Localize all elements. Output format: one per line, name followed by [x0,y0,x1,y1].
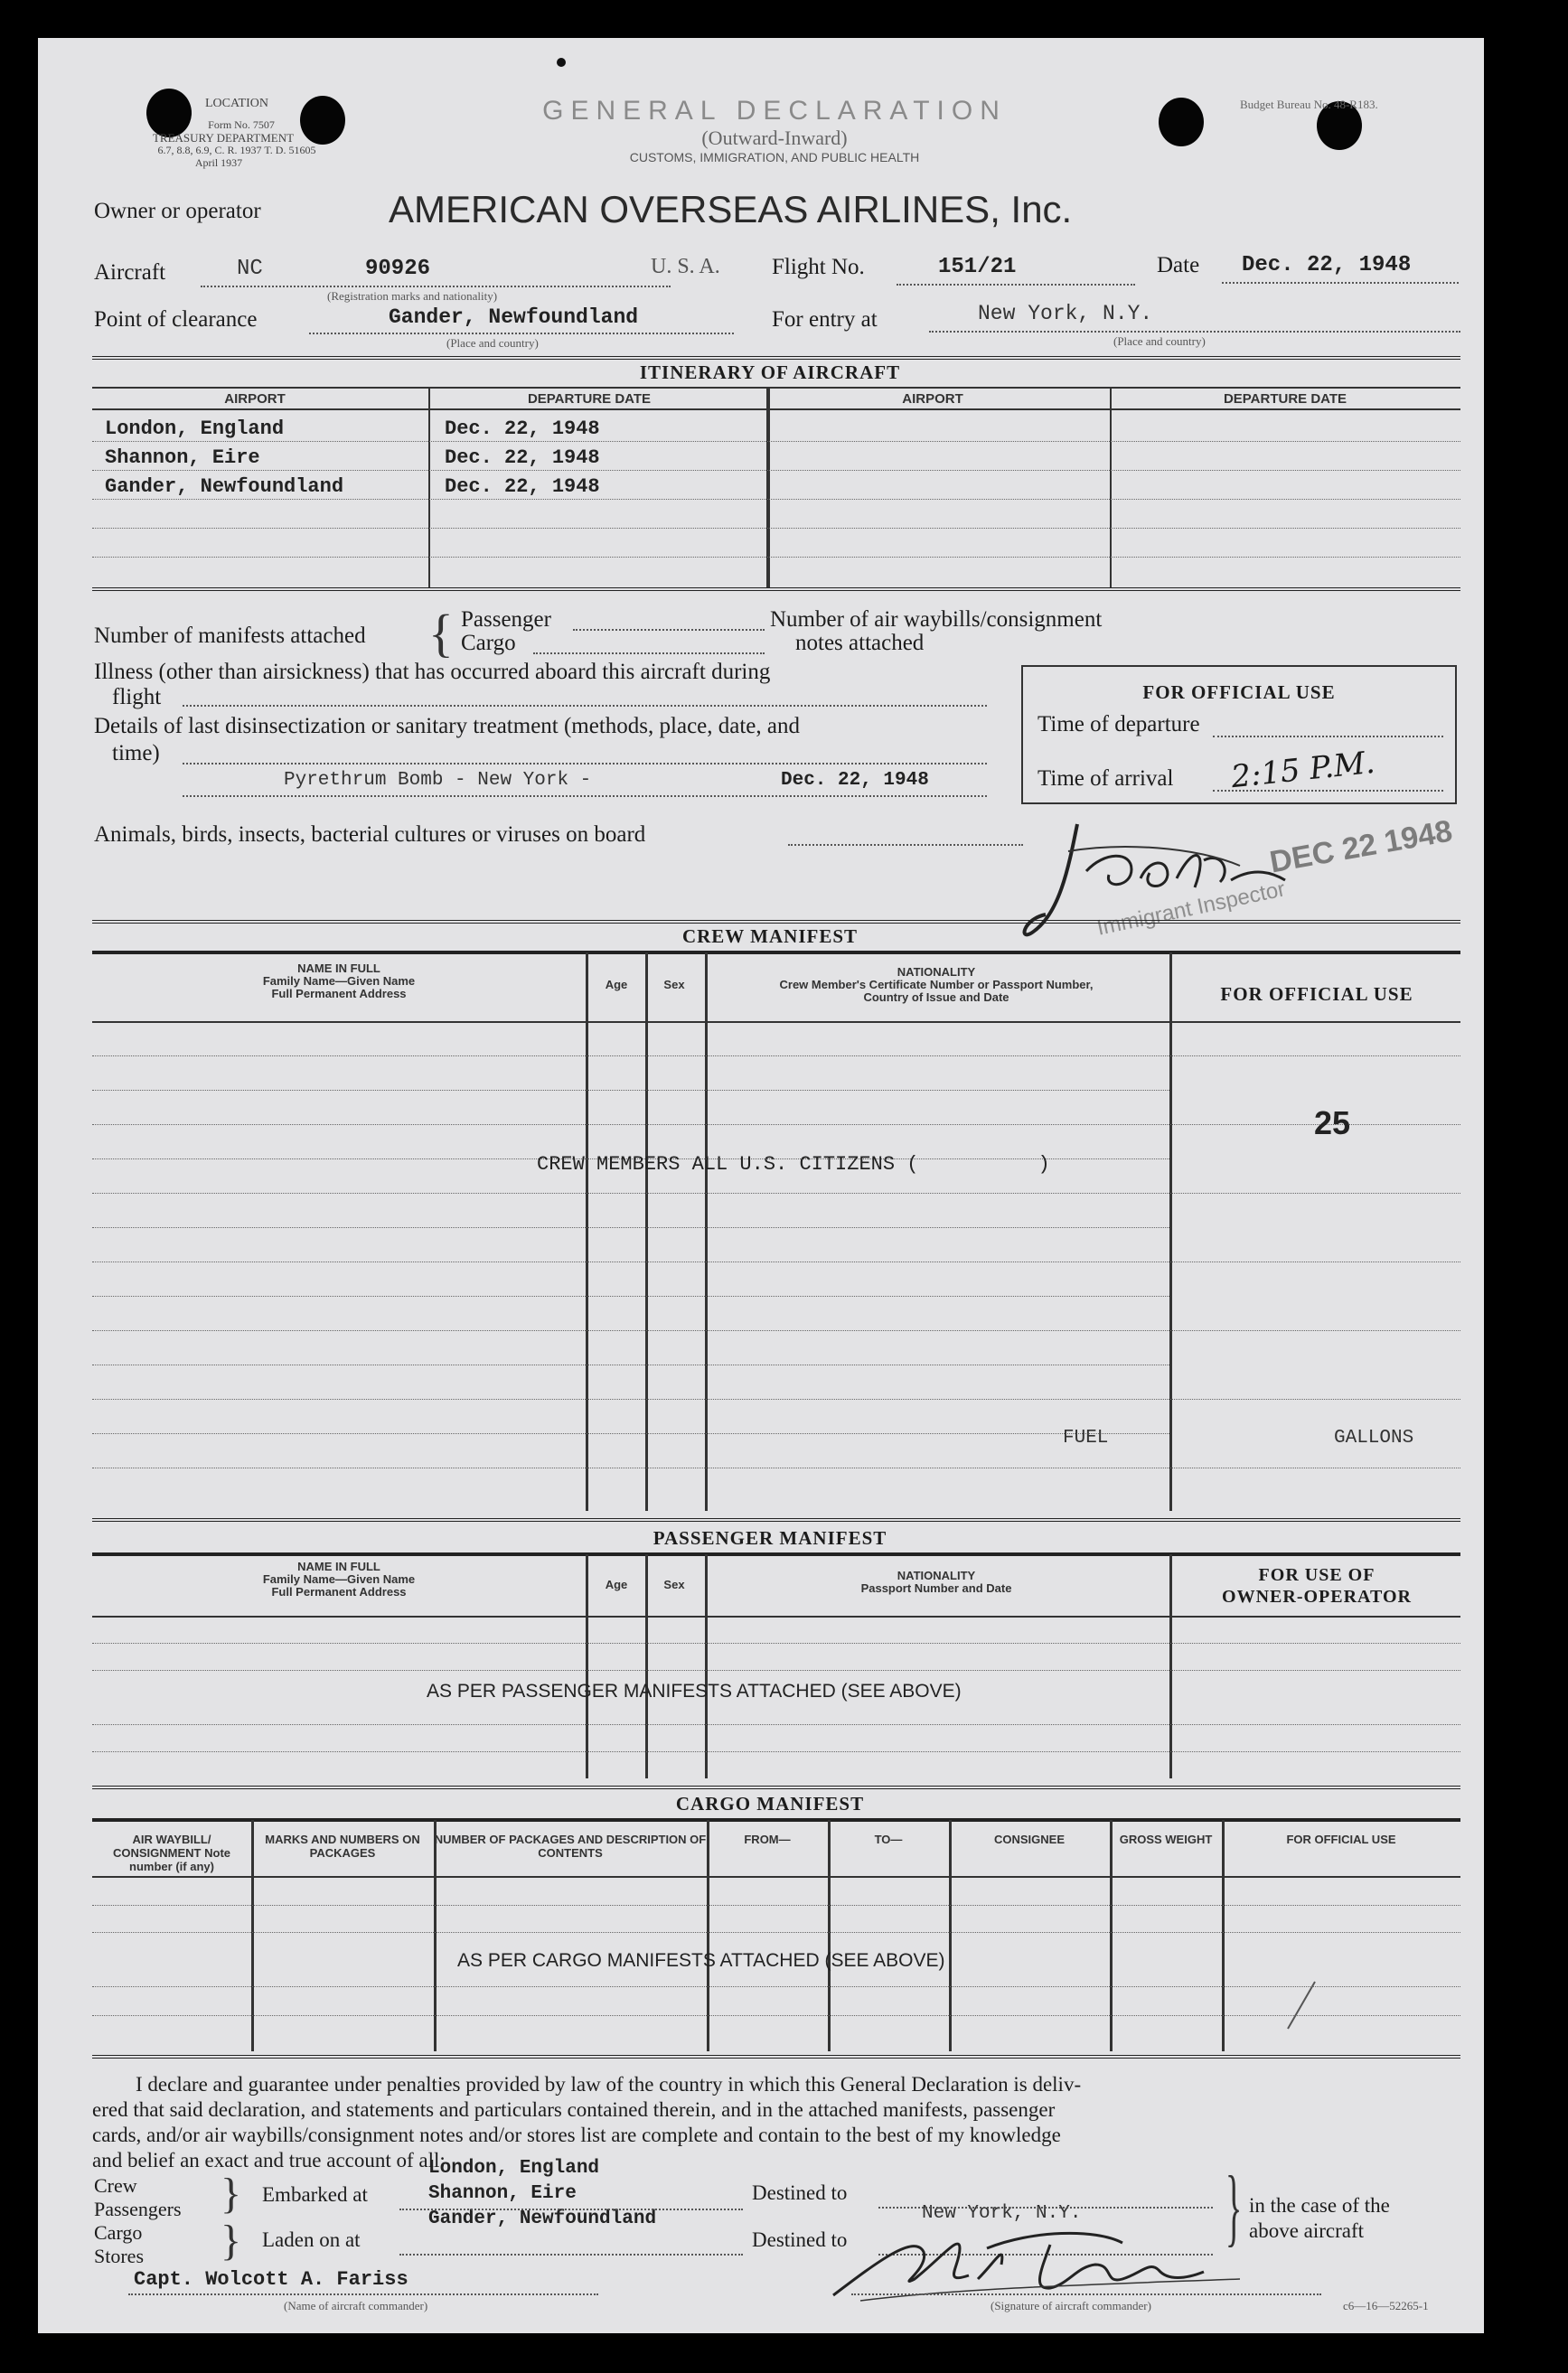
aircraft-caption: (Registration marks and nationality) [327,289,498,303]
commander-line [128,2293,598,2295]
passenger-row-line [92,1670,1460,1671]
cargo-vdiv [707,1820,709,2051]
passenger-note: AS PER PASSENGER MANIFESTS ATTACHED (SEE ABOVE) [427,1681,962,1702]
passenger-vdiv [586,1554,588,1778]
passenger-header-rule [92,1552,1460,1556]
crew-header-name-3: Full Permanent Address [271,987,407,1000]
punch-hole [1159,98,1204,146]
inspector-signature [1014,815,1303,951]
passenger-row-line [92,1643,1460,1644]
date-value: Dec. 22, 1948 [1242,253,1412,277]
date-label: Date [1157,253,1200,277]
commander-name: Capt. Wolcott A. Fariss [134,2268,408,2291]
itinerary-header-date: DEPARTURE DATE [527,391,652,407]
declaration-stores: Stores [94,2245,144,2267]
itinerary-header-rule [92,387,1460,389]
crew-vdiv [705,952,708,1511]
crew-header-nationality-3: Country of Issue and Date [863,990,1009,1004]
crew-row-line [92,1227,1169,1228]
declaration-brace: } } [221,2170,242,2265]
disinsect-line2: time) [112,741,160,765]
cargo-header-cell: AIR WAYBILL/ CONSIGNMENT Note number (if any) [113,1833,230,1873]
crew-top-rule [92,920,1460,924]
disinsect-line-1 [183,763,987,764]
passenger-header-name-2: Family Name—Given Name [262,1572,416,1586]
gallons-label: GALLONS [1334,1428,1414,1449]
passenger-top-rule [92,1518,1460,1522]
official-use-title: FOR OFFICIAL USE [1142,681,1336,703]
crew-row-line [92,1296,1169,1297]
cargo-row-line [92,1905,1460,1906]
form-code: c6—16—52265-1 [1343,2299,1429,2312]
embarked-label: Embarked at [262,2183,368,2206]
arrival-time-value: 2:15 P.M. [1229,744,1377,796]
crew-vdiv [586,952,588,1511]
crew-row-line [92,1090,1169,1091]
aircraft-line [201,286,671,287]
laden-line [399,2254,743,2256]
crew-header-rule [92,951,1460,954]
passenger-header-nationality: NATIONALITY [897,1569,976,1582]
cargo-bottom-rule [92,2055,1460,2059]
crew-row-line [92,1433,1169,1434]
itinerary-header-airport-2: AIRPORT [902,391,963,407]
illness-line [183,705,987,707]
crew-title: CREW MANIFEST [681,925,859,947]
entry-caption: (Place and country) [1113,334,1206,348]
itinerary-header-date-2: DEPARTURE DATE [1223,391,1347,407]
crew-official-count: 25 [1314,1104,1351,1141]
cargo-vdiv [1110,1820,1113,2051]
cargo-pen-mark [1287,1982,1316,2030]
clearance-label: Point of clearance [94,307,258,332]
manifests-cargo: Cargo [461,631,516,655]
form-department: TREASURY DEPARTMENT [152,131,295,145]
form-number: Form No. 7507 [208,118,275,131]
itinerary-row-line [92,557,1460,558]
itinerary-row-line [92,528,1460,529]
manifests-passenger-line [573,629,765,631]
cargo-header-rule [92,1818,1460,1822]
itinerary-date: Dec. 22, 1948 [445,417,600,440]
declaration-cargo: Cargo [94,2221,143,2244]
flight-line [897,284,1135,286]
form-regulations: 6.7, 8.8, 6.9, C. R. 1937 T. D. 51605 [157,144,316,156]
cargo-row-line [92,2015,1460,2016]
declaration-line-3: cards, and/or air waybills/consignment notes and/or stores list are complete and contain to the best of my knowledge [92,2124,1061,2146]
crew-vdiv [645,952,648,1511]
arrival-time-label: Time of arrival [1038,766,1174,791]
cargo-header-cell: CONSIGNEE [993,1833,1065,1846]
passenger-header-name-3: Full Permanent Address [271,1585,407,1599]
crew-header-bottom [92,1021,1460,1023]
passenger-header-name: NAME IN FULL [297,1560,380,1573]
cargo-vdiv [828,1820,831,2051]
laden-label: Laden on at [262,2228,361,2251]
cargo-header-cell: MARKS AND NUMBERS ON PACKAGES [265,1833,420,1860]
declaration-line-2: ered that said declaration, and statements and particulars contained therein, and in the attached manifests, passenger [92,2098,1056,2121]
form-subtitle: (Outward-Inward) [701,127,848,149]
crew-header-official: FOR OFFICIAL USE [1220,983,1413,1005]
passenger-header-bottom [92,1616,1460,1618]
itinerary-row-line [92,470,1460,471]
form-agencies: CUSTOMS, IMMIGRATION, AND PUBLIC HEALTH [629,150,920,164]
itinerary-header-bottom [92,408,1460,410]
embarked-place: Gander, Newfoundland [428,2209,657,2229]
crew-header-age: Age [605,978,628,991]
crew-row-line [92,1124,1460,1125]
arrival-time-line [1213,790,1443,792]
disinsect-line1: Details of last disinsectization or sanitary treatment (methods, place, date, and [94,714,800,738]
entry-label: For entry at [772,307,878,332]
fuel-label: FUEL [1063,1428,1109,1449]
passenger-title: PASSENGER MANIFEST [653,1527,887,1549]
itinerary-top-rule [92,356,1460,360]
crew-header-sex: Sex [663,978,685,991]
form-title: GENERAL DECLARATION [542,96,1007,126]
embarked-place: London, England [428,2158,600,2179]
date-line [1222,282,1459,284]
passenger-header-owner: FOR USE OF [1258,1565,1376,1585]
owner-label: Owner or operator [94,199,261,223]
manifests-cargo-line [533,652,765,654]
signature-line [851,2293,1321,2295]
flight-number: 151/21 [938,255,1017,279]
crew-row-line [92,1193,1460,1194]
cargo-vdiv [251,1820,254,2051]
animals-line [788,844,1023,846]
manifests-passenger: Passenger [461,607,551,632]
aircraft-prefix: NC [237,257,263,281]
inspection-stamp-text: Immigrant Inspector [1094,877,1288,941]
crew-header-nationality: NATIONALITY [897,965,976,979]
animals-label: Animals, birds, insects, bacterial cultures or viruses on board [94,822,646,847]
aircraft-number: 90926 [365,257,431,281]
itinerary-vdiv [766,389,770,587]
declaration-line-4: and belief an exact and true account of all: [92,2149,446,2171]
cargo-row-line [92,1986,1460,1987]
aircraft-nationality: U. S. A. [651,255,720,278]
itinerary-row-line [92,441,1460,442]
inspection-stamp-date: DEC 22 1948 [1267,813,1455,880]
disinsect-line-2 [183,795,987,797]
crew-note: CREW MEMBERS ALL U.S. CITIZENS ( ) [537,1153,1050,1176]
declaration-passengers: Passengers [94,2198,182,2220]
cargo-title: CARGO MANIFEST [675,1793,865,1815]
cargo-header-cell: FOR OFFICIAL USE [1286,1833,1396,1846]
crew-vdiv [1169,952,1172,1511]
signature-caption: (Signature of aircraft commander) [991,2299,1151,2312]
crew-row-line [92,1399,1460,1400]
form-date: April 1937 [194,156,243,169]
passenger-vdiv [645,1554,648,1778]
manifests-brace: { [428,604,454,662]
itinerary-airport: Gander, Newfoundland [105,475,344,498]
passenger-vdiv [705,1554,708,1778]
cargo-note: AS PER CARGO MANIFESTS ATTACHED (SEE ABOVE) [457,1950,945,1971]
entry-value: New York, N.Y. [978,302,1153,325]
crew-header-name: NAME IN FULL [297,961,380,975]
declaration-line-1: I declare and guarantee under penalties provided by law of the country in which this General Declaration is deliv- [136,2073,1082,2096]
itinerary-vdiv [1110,389,1112,587]
departure-time-line [1213,736,1443,737]
passenger-vdiv [1169,1554,1172,1778]
destined-label-2: Destined to [752,2228,848,2251]
cargo-header-bottom [92,1876,1460,1878]
dot-mark [557,58,566,67]
disinsect-date: Dec. 22, 1948 [781,770,929,791]
owner-value: AMERICAN OVERSEAS AIRLINES, Inc. [389,188,1073,230]
embarked-place: Shannon, Eire [428,2183,577,2204]
itinerary-date: Dec. 22, 1948 [445,475,600,498]
itinerary-date: Dec. 22, 1948 [445,446,600,469]
waybills-line2: notes attached [795,631,925,655]
cargo-header-cell: TO— [874,1833,903,1846]
cargo-header-cell: NUMBER OF PACKAGES AND DESCRIPTION OF CONTENTS [434,1833,707,1860]
crew-row-line [92,1330,1460,1331]
itinerary-title: ITINERARY OF AIRCRAFT [639,361,901,383]
itinerary-row-line [92,499,1460,500]
declaration-brace-right: } [1225,2158,1243,2255]
form-location: LOCATION [205,97,268,110]
waybills-line1: Number of air waybills/consignment [770,607,1103,632]
passenger-row-line [92,1724,1460,1725]
cargo-row-line [92,1932,1460,1933]
itinerary-vdiv [428,389,430,587]
destined-line [878,2207,1213,2209]
itinerary-header-airport: AIRPORT [224,391,286,407]
itinerary-airport: London, England [105,417,285,440]
embarked-line [399,2209,743,2210]
clearance-caption: (Place and country) [446,336,539,350]
crew-header-name-2: Family Name—Given Name [262,974,416,988]
aircraft-label: Aircraft [94,260,166,285]
crew-row-line [92,1055,1460,1056]
passenger-header-age: Age [605,1578,628,1591]
clearance-value: Gander, Newfoundland [389,305,639,329]
in-case-line-2: above aircraft [1249,2219,1365,2242]
itinerary-airport: Shannon, Eire [105,446,260,469]
illness-line1: Illness (other than airsickness) that has occurred aboard this aircraft during [94,660,771,684]
disinsect-method: Pyrethrum Bomb - New York - [284,770,592,791]
passenger-header-owner-2: OWNER-OPERATOR [1222,1587,1412,1607]
passenger-header-nationality-2: Passport Number and Date [860,1581,1012,1595]
cargo-vdiv [1222,1820,1225,2051]
crew-header-nationality-2: Crew Member's Certificate Number or Passport Number, [779,978,1094,991]
clearance-line [309,333,734,334]
departure-time-label: Time of departure [1038,712,1200,736]
cargo-header-cell: FROM— [744,1833,791,1846]
destined-label: Destined to [752,2181,848,2204]
in-case-line-1: in the case of the [1249,2194,1390,2217]
manifests-label: Number of manifests attached [94,624,366,648]
cargo-vdiv [949,1820,952,2051]
illness-line2: flight [112,685,162,709]
destination-value: New York, N.Y. [922,2203,1082,2224]
entry-line [929,331,1460,333]
cargo-vdiv [434,1820,437,2051]
flight-label: Flight No. [772,255,865,279]
cargo-top-rule [92,1786,1460,1789]
cargo-header-cell: GROSS WEIGHT [1119,1833,1213,1846]
passenger-header-sex: Sex [663,1578,685,1591]
commander-caption: (Name of aircraft commander) [284,2299,428,2312]
declaration-sheet [38,38,1484,2333]
budget-bureau: Budget Bureau No. 48-R183. [1240,98,1378,111]
itinerary-bottom-rule [92,587,1460,591]
declaration-crew: Crew [94,2174,137,2197]
passenger-row-line [92,1751,1460,1752]
